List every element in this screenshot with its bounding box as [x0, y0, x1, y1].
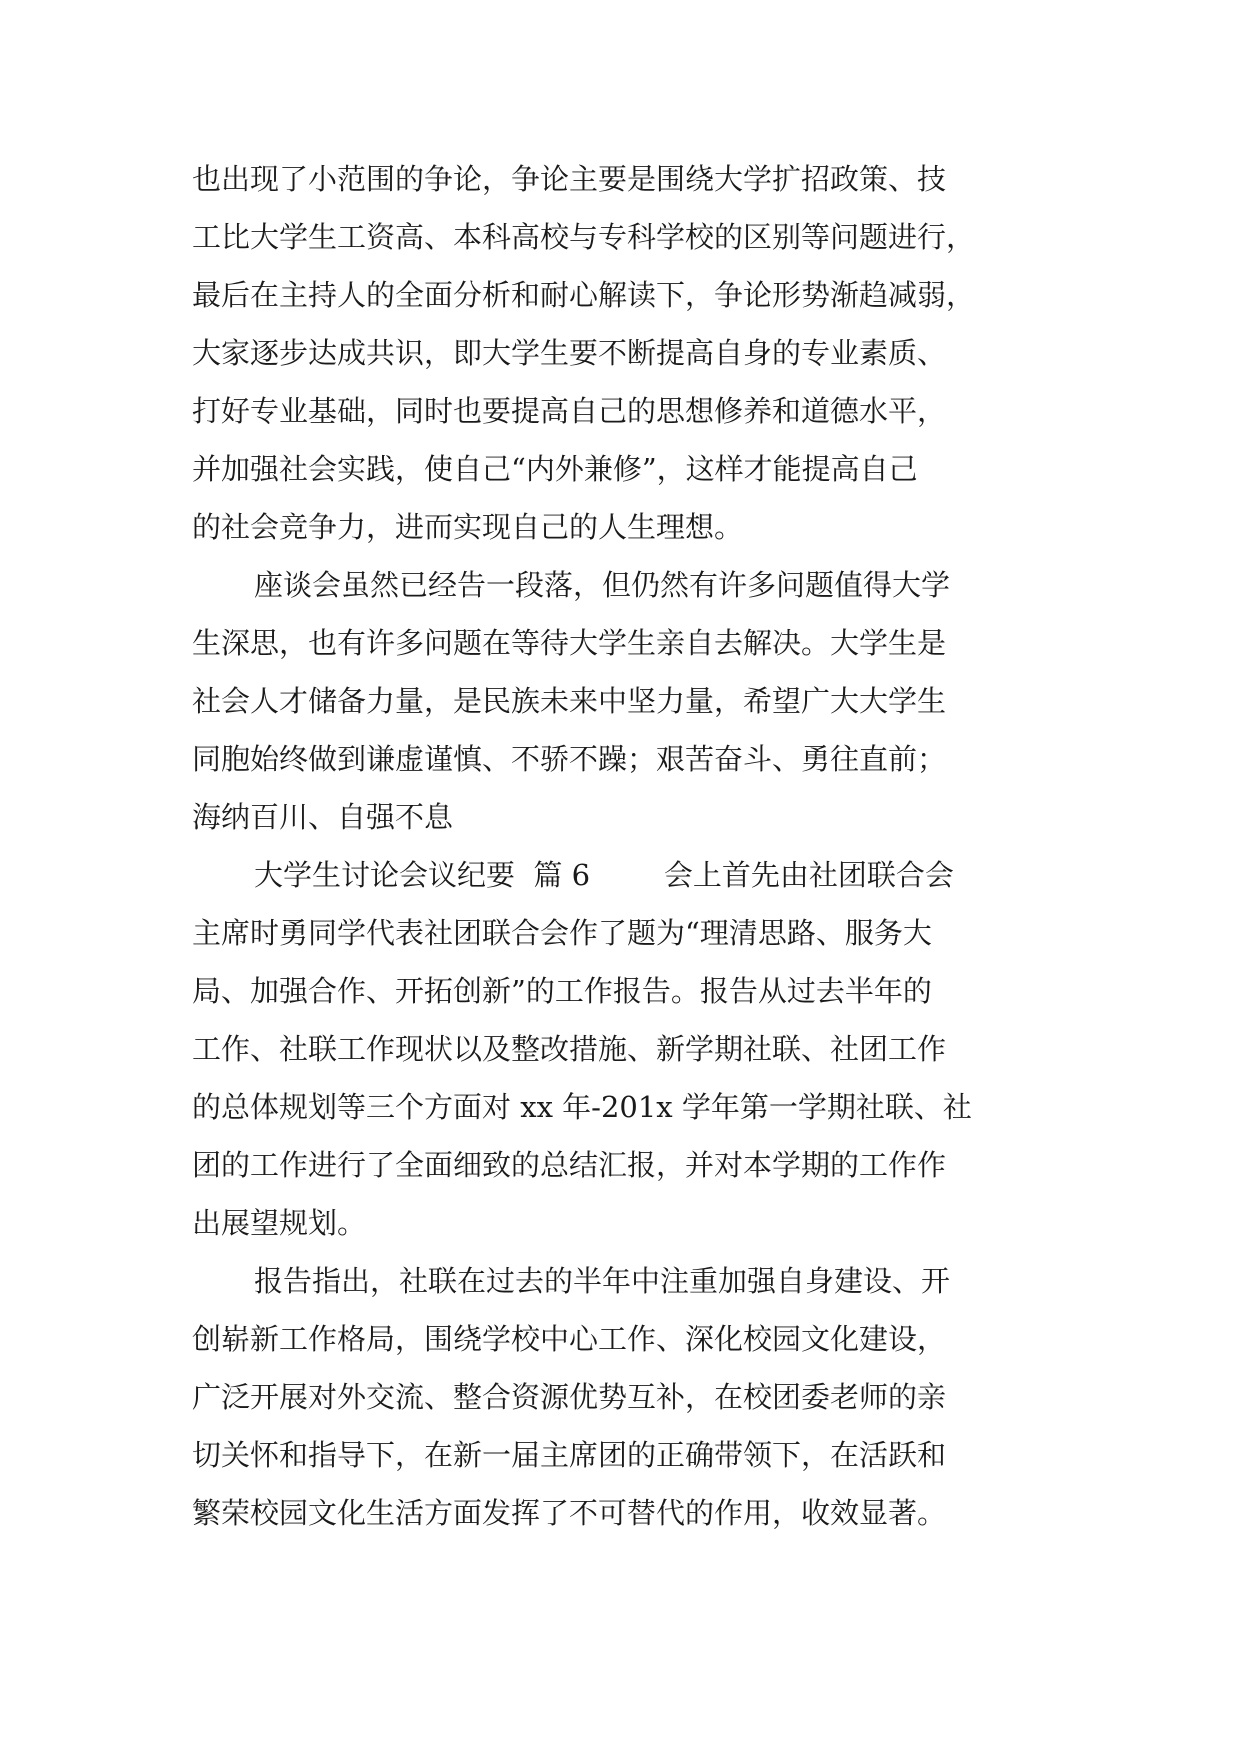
body-text — [192, 150, 1092, 1542]
text-line: 并加强社会实践，使自己“内外兼修”，这样才能提高自己 — [192, 452, 918, 486]
text-line: 最后在主持人的全面分析和耐心解读下，争论形势渐趋减弱， — [192, 278, 976, 312]
text-line: 出展望规划。 — [192, 1206, 367, 1240]
text-line: 的社会竞争力，进而实现自己的人生理想。 — [192, 510, 744, 544]
text-line: 团的工作进行了全面细致的总结汇报，并对本学期的工作作 — [192, 1148, 947, 1182]
text-line: 社会人才储备力量，是民族未来中坚力量，希望广大大学生 — [192, 684, 947, 718]
section-heading-line: 大学生讨论会议纪要 篇 6 会上首先由社团联合会 — [254, 858, 954, 892]
text-line: 创崭新工作格局，围绕学校中心工作、深化校园文化建设， — [192, 1322, 947, 1356]
paragraph-start-line: 座谈会虽然已经告一段落，但仍然有许多问题值得大学 — [254, 568, 951, 602]
text-line: 工比大学生工资高、本科高校与专科学校的区别等问题进行， — [192, 220, 976, 254]
text-line: 海纳百川、自强不息 — [192, 800, 454, 834]
text-line: 大家逐步达成共识，即大学生要不断提高自身的专业素质、 — [192, 336, 947, 370]
text-line: 打好专业基础，同时也要提高自己的思想修养和道德水平， — [192, 394, 947, 428]
text-line: 同胞始终做到谦虚谨慎、不骄不躁；艰苦奋斗、勇往直前； — [192, 742, 947, 776]
text-line: 广泛开展对外交流、整合资源优势互补，在校团委老师的亲 — [192, 1380, 947, 1414]
text-line: 也出现了小范围的争论，争论主要是围绕大学扩招政策、技 — [192, 162, 947, 196]
text-line: 的总体规划等三个方面对 xx 年-201x 学年第一学期社联、社 — [192, 1090, 972, 1124]
text-line: 主席时勇同学代表社团联合会作了题为“理清思路、服务大 — [192, 916, 932, 950]
paragraph-start-line: 报告指出，社联在过去的半年中注重加强自身建设、开 — [254, 1264, 951, 1298]
text-line: 生深思，也有许多问题在等待大学生亲自去解决。大学生是 — [192, 626, 947, 660]
text-line: 繁荣校园文化生活方面发挥了不可替代的作用，收效显著。 — [192, 1496, 947, 1530]
text-line: 切关怀和指导下，在新一届主席团的正确带领下，在活跃和 — [192, 1438, 947, 1472]
text-line: 工作、社联工作现状以及整改措施、新学期社联、社团工作 — [192, 1032, 947, 1066]
text-line: 局、加强合作、开拓创新”的工作报告。报告从过去半年的 — [192, 974, 932, 1008]
